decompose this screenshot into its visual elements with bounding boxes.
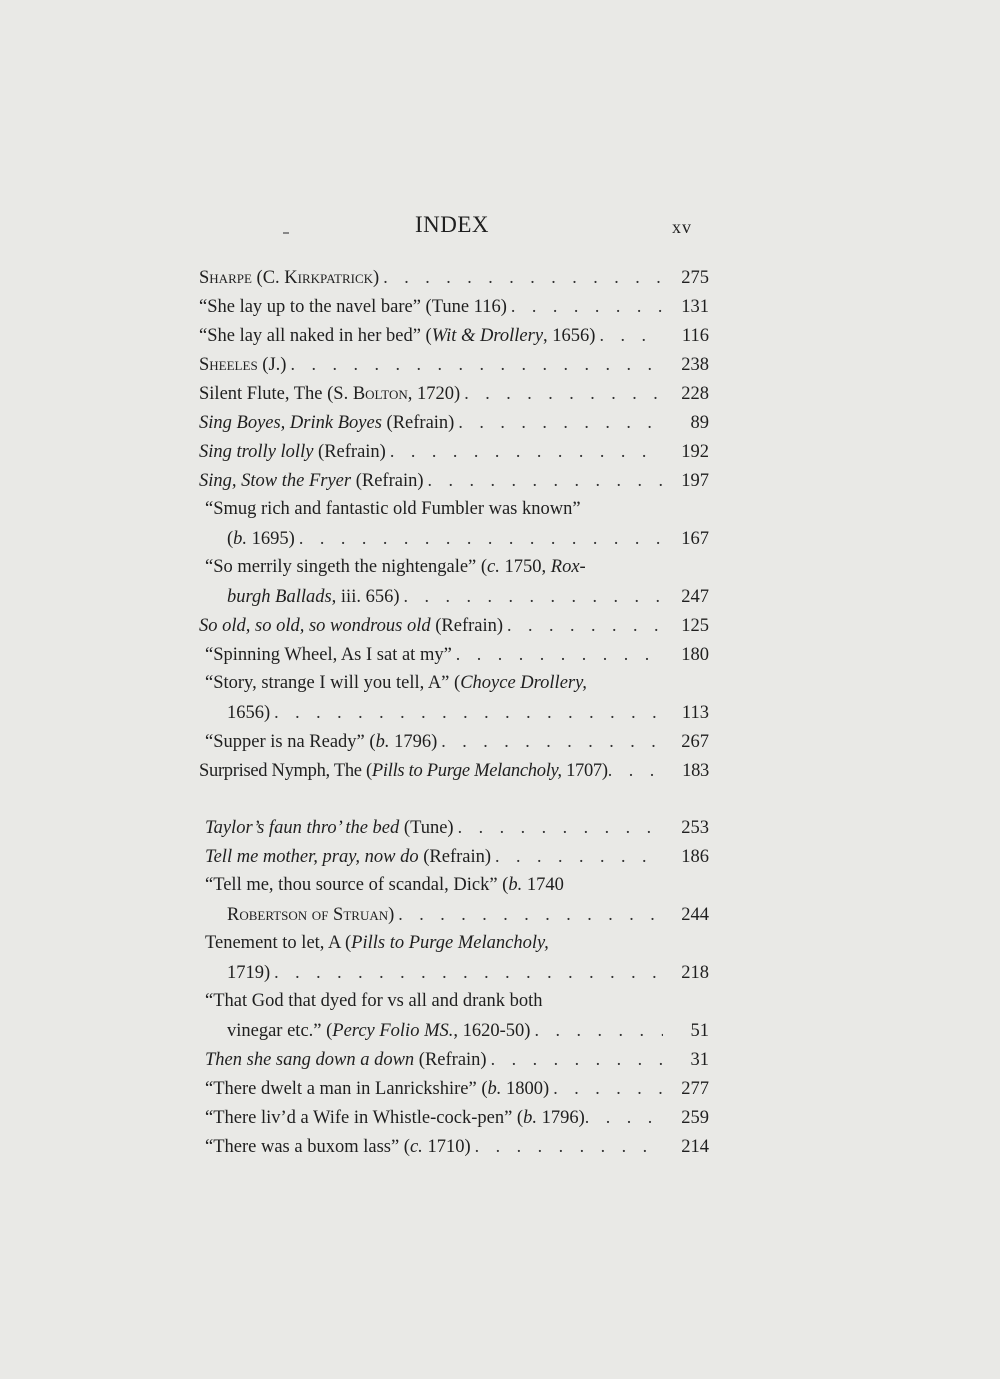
- entry-page: 197: [681, 471, 709, 491]
- entry-text: “There dwelt a man in Lanrickshire” (: [205, 1079, 488, 1099]
- entry-text: Surprised Nymph, The (: [199, 761, 372, 781]
- entry-source: Pills to Purge Melancholy,: [371, 761, 562, 781]
- page-title: INDEX: [415, 212, 490, 237]
- index-entry: [199, 1103, 709, 1132]
- entry-text: (Refrain): [430, 616, 504, 636]
- index-entry: [199, 727, 709, 756]
- entry-born: b.: [487, 1079, 502, 1099]
- entry-born: b.: [523, 1108, 537, 1128]
- entry-page: 180: [681, 645, 709, 665]
- entry-author: Bolton: [352, 384, 408, 404]
- entry-name: Sheeles: [199, 355, 258, 375]
- index-entry: [199, 350, 709, 379]
- section-gap: [199, 785, 709, 813]
- dot-leader: [458, 408, 663, 437]
- entry-text: (C.: [251, 268, 285, 288]
- entry-title: Taylor’s faun thro’ the bed: [205, 818, 400, 838]
- entry-source: Rox-: [550, 557, 586, 577]
- index-entry: [199, 466, 709, 495]
- dot-leader: [475, 1132, 663, 1161]
- index-entry-continuation: [199, 1016, 709, 1045]
- entry-text: 1710): [422, 1137, 471, 1157]
- entry-title: Sing trolly lolly: [199, 442, 314, 462]
- entry-page: 186: [681, 847, 709, 867]
- dot-leader: [534, 1016, 663, 1045]
- entry-circa: c.: [409, 1137, 423, 1157]
- index-entry: [199, 756, 709, 785]
- entry-text: 1800): [501, 1079, 550, 1099]
- index-entry-continuation: [199, 958, 709, 987]
- entry-text: “Spinning Wheel, As I sat at my”: [205, 645, 452, 665]
- entry-text: vinegar etc.” (: [227, 1021, 333, 1041]
- entry-page: 247: [681, 587, 709, 607]
- dot-leader: [507, 611, 663, 640]
- index-entry: [199, 292, 709, 321]
- index-entry: [199, 553, 709, 582]
- entry-text: Tenement to let, A (: [205, 933, 352, 953]
- entry-text: (Refrain): [414, 1050, 487, 1070]
- entry-text: ): [373, 268, 380, 288]
- dot-leader: [553, 1074, 663, 1103]
- entry-text: 1695): [247, 529, 295, 549]
- dot-leader: [599, 321, 663, 350]
- entry-page: 116: [681, 326, 709, 346]
- entry-page: 275: [681, 268, 709, 288]
- entry-text: 1796): [536, 1108, 585, 1128]
- index-entry-continuation: [199, 698, 709, 727]
- entry-text: 1740: [522, 875, 564, 895]
- index-entry: [199, 929, 709, 958]
- entry-born: b.: [508, 875, 523, 895]
- entry-text: “Tell me, thou source of scandal, Dick” (: [205, 875, 509, 895]
- index-entry: [199, 437, 709, 466]
- dot-leader: [464, 379, 663, 408]
- entry-text: “There was a buxom lass” (: [205, 1137, 410, 1157]
- entry-page: 218: [681, 963, 709, 983]
- entry-born: b.: [233, 529, 248, 549]
- index-entry-continuation: [199, 524, 709, 553]
- index-entry-continuation: [199, 582, 709, 611]
- dot-leader: [274, 958, 663, 987]
- entry-page: 238: [681, 355, 709, 375]
- entry-text: (Tune): [399, 818, 454, 838]
- entry-page: 113: [681, 703, 709, 723]
- index-entry: [199, 495, 709, 524]
- entry-author: Kirkpatrick: [284, 268, 374, 288]
- entry-source: Choyce Drollery,: [460, 673, 587, 693]
- page-number: xv: [672, 217, 692, 237]
- entry-title: Sing, Stow the Fryer: [199, 471, 352, 491]
- entry-title: Tell me mother, pray, now do: [205, 847, 419, 867]
- entry-text: “So merrily singeth the nightengale” (: [205, 557, 488, 577]
- entry-text: (J.): [257, 355, 287, 375]
- index-entries: [199, 263, 709, 1161]
- entry-text: 1750,: [499, 557, 551, 577]
- index-entry: [199, 669, 709, 698]
- entry-text: “That God that dyed for vs all and drank both: [205, 991, 543, 1011]
- entry-page: 244: [681, 905, 709, 925]
- entry-source: Wit & Drollery: [431, 326, 544, 346]
- entry-text: “She lay all naked in her bed” (: [199, 326, 432, 346]
- entry-text: “She lay up to the navel bare” (Tune 116): [199, 297, 507, 317]
- entry-text: , iii. 656): [331, 587, 400, 607]
- entry-page: 31: [690, 1050, 709, 1070]
- index-entry: [199, 871, 709, 900]
- entry-text: 1796): [389, 732, 438, 752]
- entry-name: Sharpe: [199, 268, 252, 288]
- entry-text: “Smug rich and fantastic old Fumbler was known”: [205, 499, 581, 519]
- dot-leader: [441, 727, 663, 756]
- entry-source: Pills to Purge Melancholy,: [351, 933, 549, 953]
- dot-leader: [390, 437, 663, 466]
- entry-title: So old, so old, so wondrous old: [199, 616, 431, 636]
- index-entry: [199, 321, 709, 350]
- entry-page: 253: [681, 818, 709, 838]
- entry-page: 89: [690, 413, 709, 433]
- entry-page: 228: [681, 384, 709, 404]
- entry-text: “Story, strange I will you tell, A” (: [205, 673, 461, 693]
- entry-text: (Refrain): [418, 847, 492, 867]
- entry-page: 267: [681, 732, 709, 752]
- index-entry: [199, 842, 709, 871]
- entry-source: Percy Folio MS.: [332, 1021, 454, 1041]
- dot-leader: [398, 900, 663, 929]
- index-entry: [199, 263, 709, 292]
- entry-page: 259: [681, 1108, 709, 1128]
- entry-page: 277: [681, 1079, 709, 1099]
- dot-leader: [608, 756, 667, 785]
- dot-leader: [511, 292, 663, 321]
- index-entry: [199, 1074, 709, 1103]
- entry-text: , 1620-50): [453, 1021, 531, 1041]
- dot-leader: [458, 813, 663, 842]
- entry-text: 1656): [227, 703, 271, 723]
- dot-leader: [491, 1045, 663, 1074]
- index-entry-continuation: [199, 900, 709, 929]
- dot-leader: [290, 350, 663, 379]
- printer-mark: [283, 232, 289, 234]
- entry-page: 51: [690, 1021, 709, 1041]
- index-entry: [199, 987, 709, 1016]
- entry-text: (Refrain): [351, 471, 424, 491]
- dot-leader: [456, 640, 663, 669]
- entry-text: , 1720): [407, 384, 461, 404]
- entry-text: 1719): [227, 963, 271, 983]
- entry-text: (Refrain): [381, 413, 455, 433]
- index-entry: [199, 408, 709, 437]
- entry-author: Robertson of Struan: [227, 905, 389, 925]
- entry-text: ): [388, 905, 395, 925]
- dot-leader: [495, 842, 663, 871]
- entry-page: 192: [681, 442, 709, 462]
- page-header: [0, 212, 1000, 246]
- index-entry: [199, 640, 709, 669]
- entry-text: (: [227, 529, 234, 549]
- entry-title: Sing Boyes, Drink Boyes: [199, 413, 382, 433]
- entry-title: Then she sang down a down: [205, 1050, 415, 1070]
- entry-text: 1707): [561, 761, 608, 781]
- index-entry: [199, 1132, 709, 1161]
- entry-text: “There liv’d a Wife in Whistle-cock-pen” (: [205, 1108, 524, 1128]
- dot-leader: [404, 582, 663, 611]
- index-entry: [199, 813, 709, 842]
- index-entry: [199, 1045, 709, 1074]
- entry-source: burgh Ballads: [227, 587, 332, 607]
- entry-page: 167: [681, 529, 709, 549]
- dot-leader: [299, 524, 663, 553]
- entry-page: 214: [681, 1137, 709, 1157]
- dot-leader: [274, 698, 663, 727]
- entry-text: , 1656): [543, 326, 596, 346]
- entry-text: “Supper is na Ready” (: [205, 732, 376, 752]
- entry-text: Silent Flute, The (S.: [199, 384, 353, 404]
- entry-circa: c.: [487, 557, 500, 577]
- entry-page: 183: [682, 761, 709, 781]
- index-entry: [199, 611, 709, 640]
- dot-leader: [585, 1103, 667, 1132]
- entry-born: b.: [375, 732, 390, 752]
- index-entry: [199, 379, 709, 408]
- entry-page: 125: [681, 616, 709, 636]
- dot-leader: [428, 466, 663, 495]
- entry-text: (Refrain): [313, 442, 386, 462]
- dot-leader: [383, 263, 663, 292]
- entry-page: 131: [681, 297, 709, 317]
